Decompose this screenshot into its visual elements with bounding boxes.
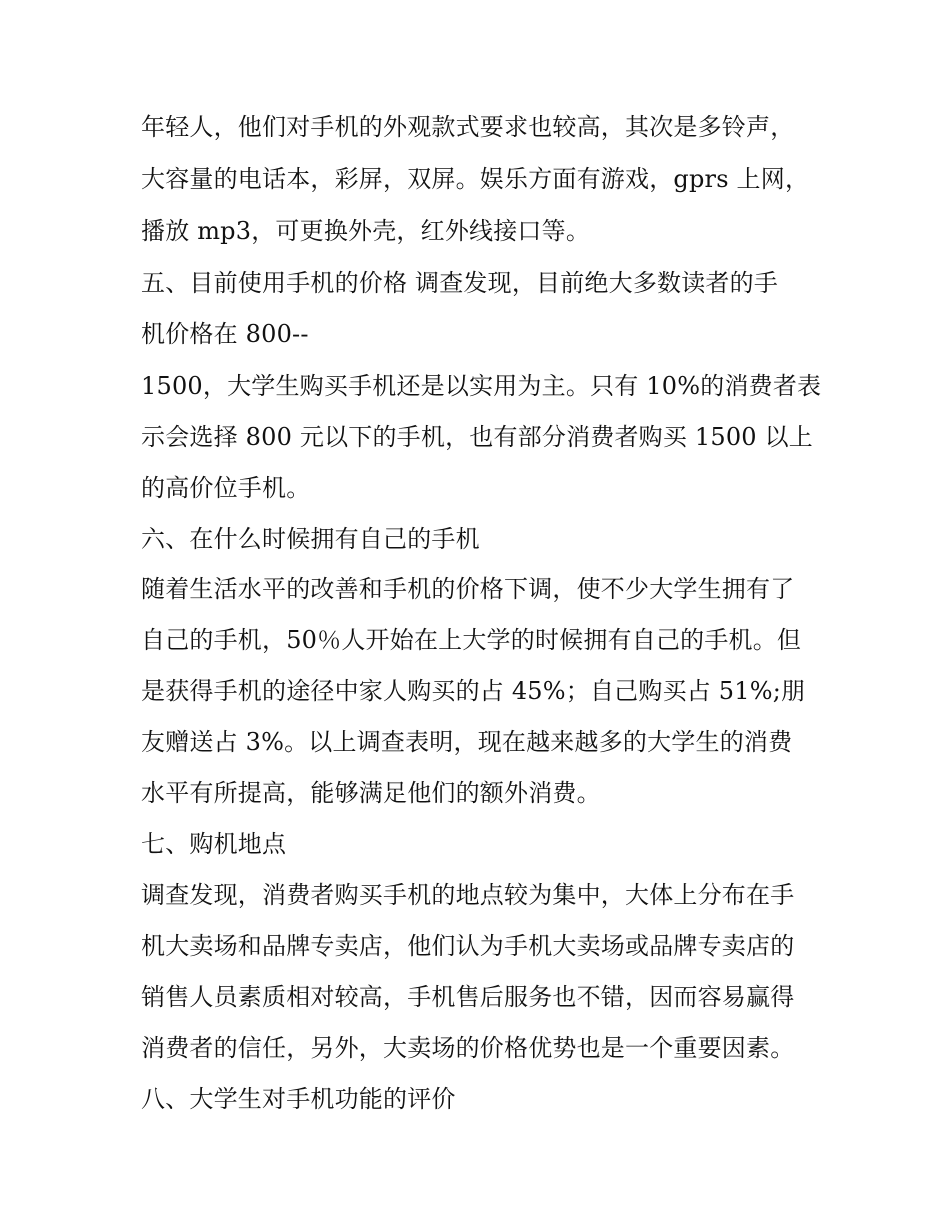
body-text-line: 机大卖场和品牌专卖店，他们认为手机大卖场或品牌专卖店的 [141,932,795,960]
body-text-line: 机价格在 800-- [141,320,309,348]
section-heading-price: 五、目前使用手机的价格 调查发现，目前绝大多数读者的手 [141,269,779,297]
section-heading-ownership: 六、在什么时候拥有自己的手机 [141,525,480,553]
section-heading-evaluation: 八、大学生对手机功能的评价 [141,1085,456,1113]
body-text-line: 销售人员素质相对较高，手机售后服务也不错，因而容易赢得 [141,983,795,1011]
body-text-line: 是获得手机的途径中家人购买的占 45%；自己购买占 51%;朋 [141,677,806,705]
body-text-line: 自己的手机，50％人开始在上大学的时候拥有自己的手机。但 [141,626,802,654]
body-text-line: 友赠送占 3%。以上调查表明，现在越来越多的大学生的消费 [141,728,793,756]
body-text-line: 大容量的电话本，彩屏，双屏。娱乐方面有游戏，gprs 上网， [141,165,810,193]
body-text-line: 水平有所提高，能够满足他们的额外消费。 [141,779,601,807]
section-heading-location: 七、购机地点 [141,830,287,858]
body-text-line: 示会选择 800 元以下的手机，也有部分消费者购买 1500 以上 [141,423,814,451]
body-text-line: 1500，大学生购买手机还是以实用为主。只有 10%的消费者表 [141,372,822,400]
body-text-line: 的高价位手机。 [141,474,311,502]
body-text-line: 调查发现，消费者购买手机的地点较为集中，大体上分布在手 [141,881,795,909]
body-text-line: 年轻人，他们对手机的外观款式要求也较高，其次是多铃声， [141,113,795,141]
body-text-line: 播放 mp3，可更换外壳，红外线接口等。 [141,217,591,245]
body-text-line: 随着生活水平的改善和手机的价格下调，使不少大学生拥有了 [141,575,795,603]
body-text-line: 消费者的信任，另外，大卖场的价格优势也是一个重要因素。 [141,1034,795,1062]
